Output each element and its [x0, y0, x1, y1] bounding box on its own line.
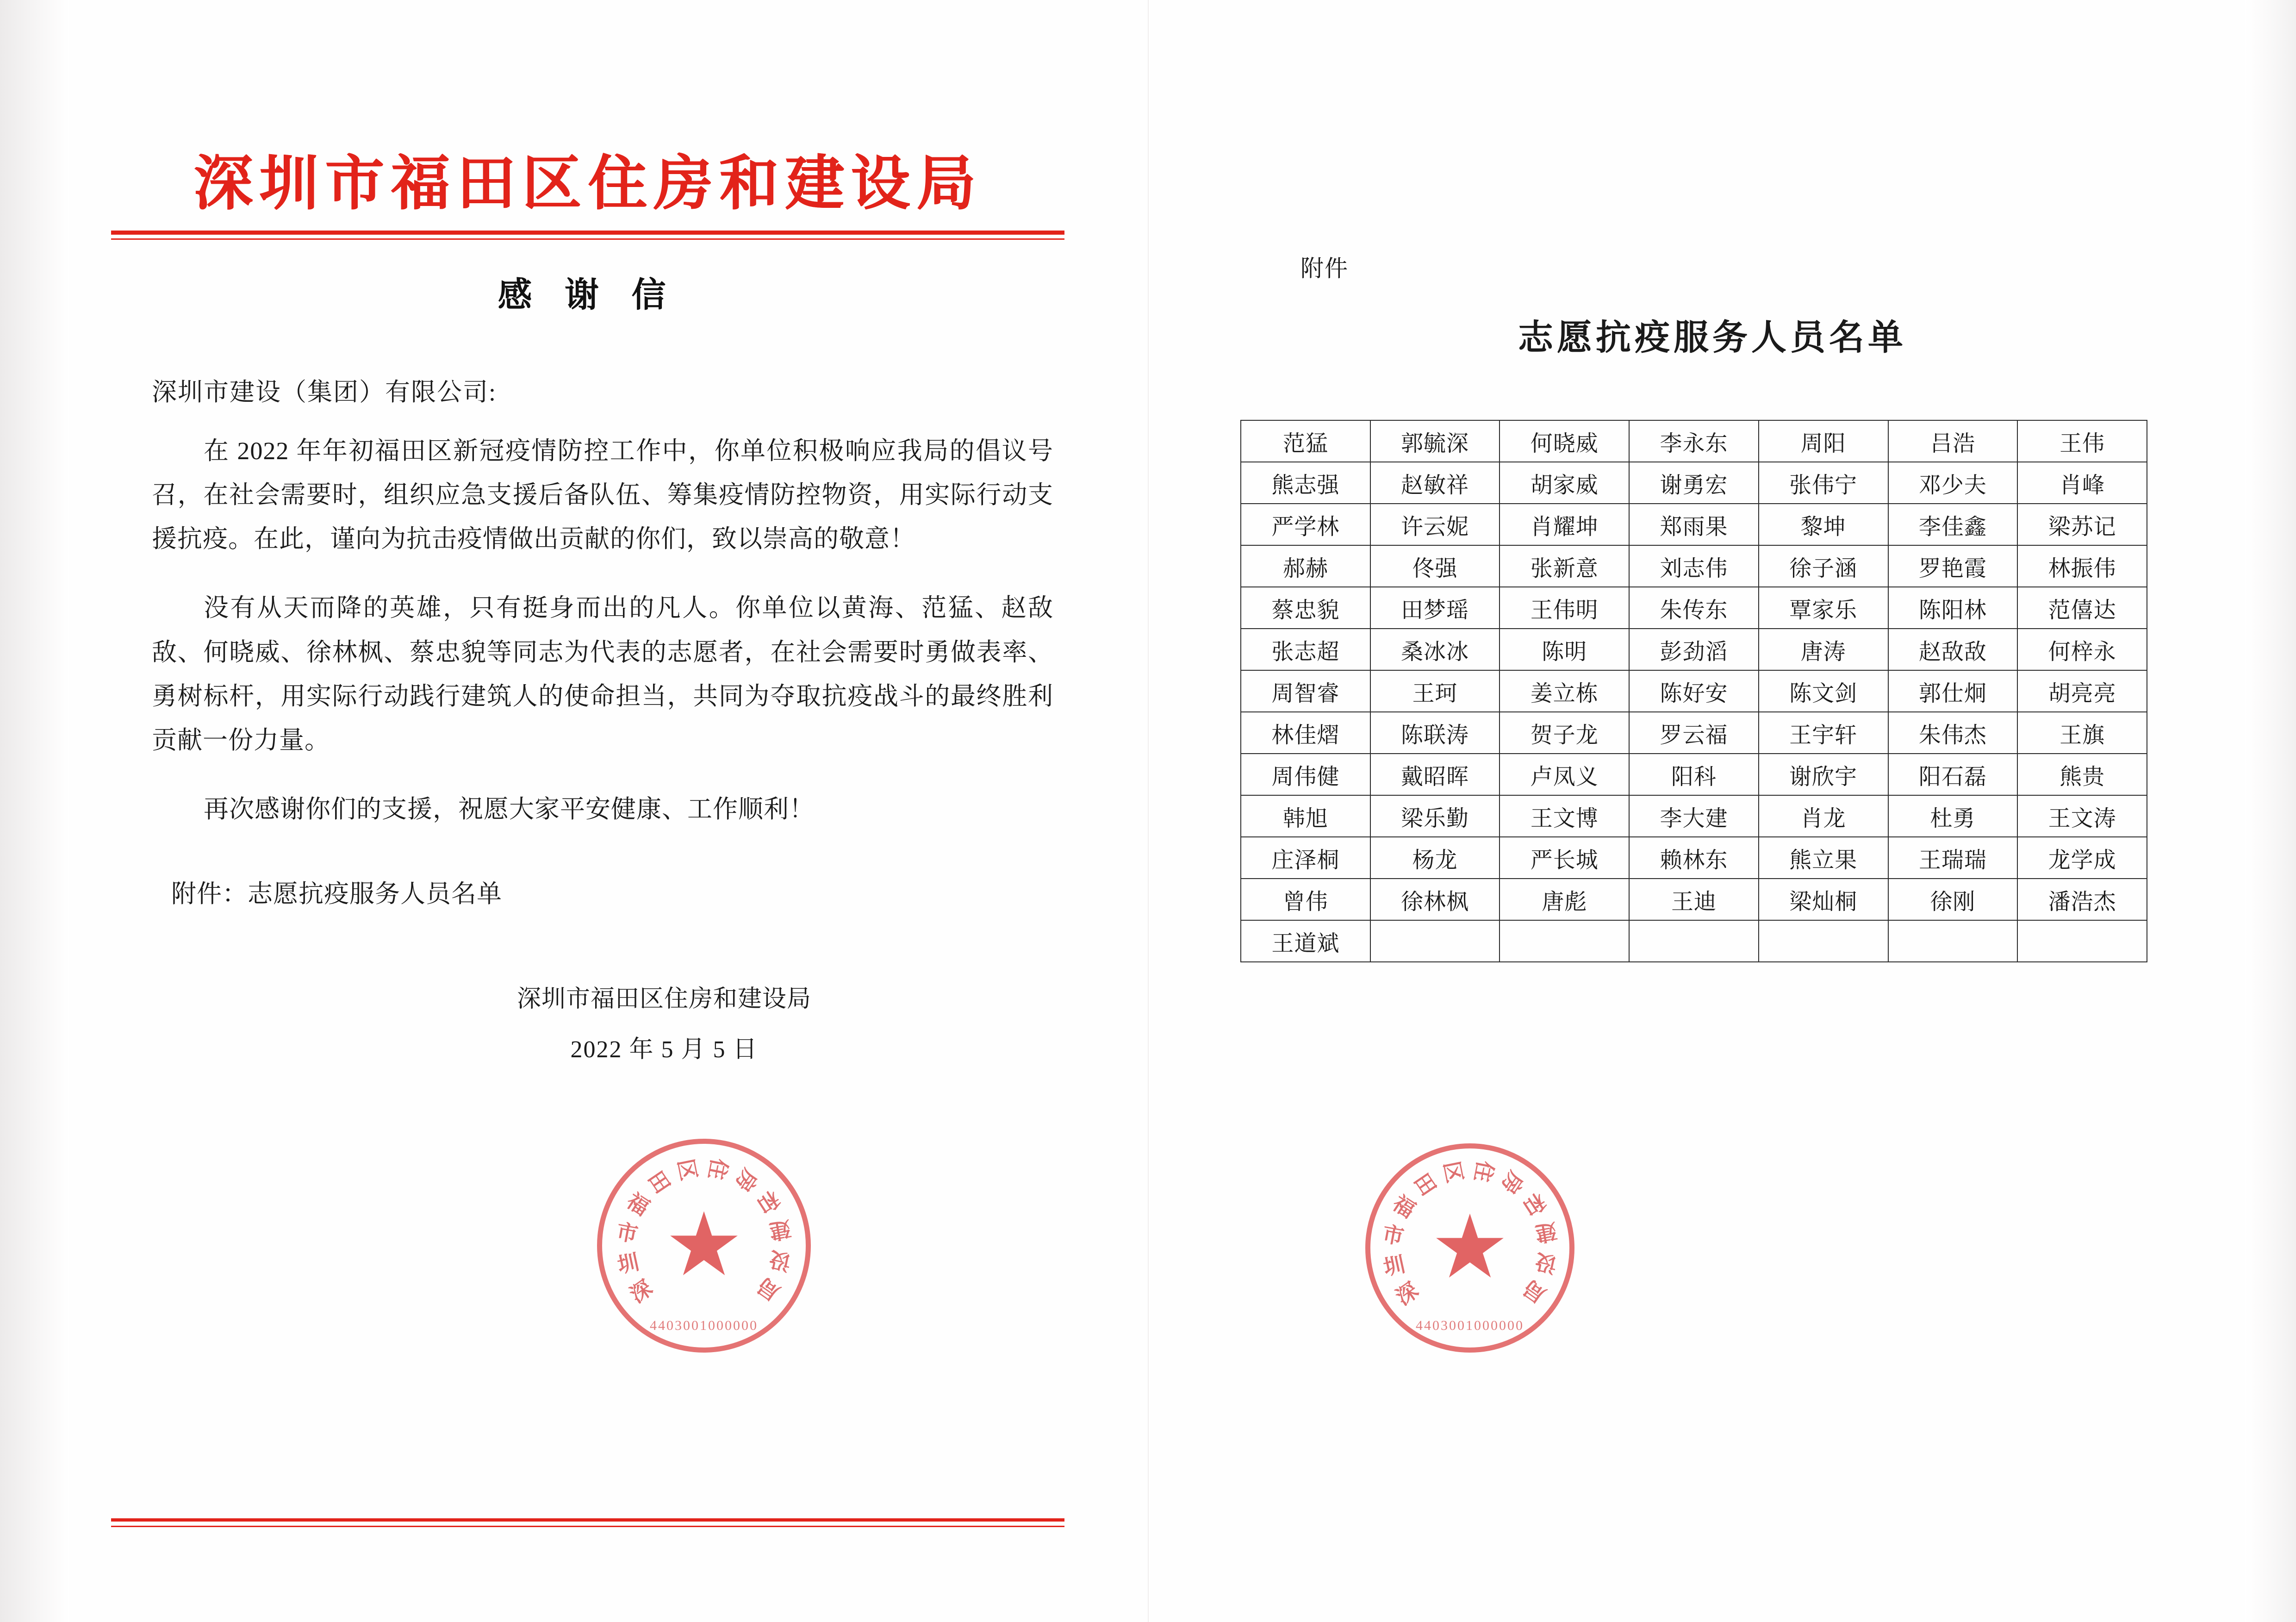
- annex-title: 志愿抗疫服务人员名单: [1518, 318, 1907, 357]
- volunteer-name-cell: 吕浩: [1888, 420, 2018, 462]
- volunteer-name-cell: 赵敌敌: [1888, 629, 2018, 670]
- volunteer-name-cell: 赖林东: [1629, 837, 1759, 879]
- volunteer-name-cell: 范猛: [1241, 420, 1370, 462]
- seal-ring-char: 住: [704, 1156, 732, 1182]
- volunteer-name-cell: 曾伟: [1241, 879, 1370, 920]
- volunteer-name-cell: 肖龙: [1759, 795, 1888, 837]
- volunteer-name-cell: 王伟明: [1500, 587, 1629, 629]
- volunteer-name-cell: 谢欣宇: [1759, 754, 1888, 795]
- seal-ring-char: 田: [1409, 1169, 1441, 1200]
- table-row: [1241, 504, 2147, 545]
- volunteer-name-cell: 谢勇宏: [1629, 462, 1759, 504]
- volunteer-name-cell: 林佳熠: [1241, 712, 1370, 754]
- letter-salutation: 深圳市建设（集团）有限公司:: [152, 378, 497, 406]
- volunteer-name-cell: 阳科: [1629, 754, 1759, 795]
- volunteer-name-table: [1240, 420, 2147, 962]
- volunteer-name-cell: 范僖达: [2017, 587, 2147, 629]
- footer-rule-thick: [111, 1518, 1064, 1522]
- volunteer-name-cell: 桑冰冰: [1370, 629, 1500, 670]
- volunteer-name-cell: 郭仕炯: [1888, 670, 2018, 712]
- volunteer-name-cell: 陈好安: [1629, 670, 1759, 712]
- volunteer-name-cell: 王道斌: [1241, 920, 1370, 962]
- volunteer-name-cell: 林振伟: [2017, 545, 2147, 587]
- volunteer-name-cell: 周智睿: [1241, 670, 1370, 712]
- seal-ring-char: 建: [767, 1216, 793, 1244]
- seal-ring-char: 圳: [1381, 1252, 1407, 1280]
- letter-paragraph-3: 再次感谢你们的支援，祝愿大家平安健康、工作顺利！: [204, 795, 815, 823]
- volunteer-name-cell: 郑雨果: [1629, 504, 1759, 545]
- volunteer-name-cell: 赵敏祥: [1370, 462, 1500, 504]
- empty-cell: [2017, 920, 2147, 962]
- volunteer-name-cell: 周阳: [1759, 420, 1888, 462]
- table-row: [1241, 545, 2147, 587]
- volunteer-name-cell: 唐涛: [1759, 629, 1888, 670]
- table-row: [1241, 920, 2147, 962]
- volunteer-name-cell: 刘志伟: [1629, 545, 1759, 587]
- official-red-seal-letter: [597, 1139, 811, 1353]
- volunteer-name-cell: 贺子龙: [1500, 712, 1629, 754]
- seal-ring-char: 和: [753, 1186, 784, 1218]
- volunteer-name-cell: 王文涛: [2017, 795, 2147, 837]
- volunteer-name-cell: 王文博: [1500, 795, 1629, 837]
- volunteer-name-cell: 熊贵: [2017, 754, 2147, 795]
- letterhead-rule-thin: [111, 238, 1064, 240]
- official-red-seal-annex: [1365, 1143, 1574, 1353]
- seal-ring-char: 和: [1518, 1188, 1549, 1220]
- volunteer-name-cell: 张伟宁: [1759, 462, 1888, 504]
- volunteer-name-cell: 张志超: [1241, 629, 1370, 670]
- volunteer-name-cell: 王宇轩: [1759, 712, 1888, 754]
- volunteer-name-cell: 龙学成: [2017, 837, 2147, 879]
- table-row: [1241, 420, 2147, 462]
- volunteer-name-cell: 郝赫: [1241, 545, 1370, 587]
- seal-ring-char: 福: [622, 1189, 653, 1220]
- seal-ring-char: 设: [1533, 1249, 1559, 1277]
- seal-ring-char: 区: [673, 1157, 701, 1183]
- volunteer-name-cell: 李大建: [1629, 795, 1759, 837]
- empty-cell: [1370, 920, 1500, 962]
- letter-paragraph-1: 在 2022 年年初福田区新冠疫情防控工作中，你单位积极响应我局的倡议号召，在社会需要时，组织应急支援后备队伍、筹集疫情防控物资，用实际行动支援抗疫。在此，谨向为抗击疫情做出贡献的你们，致以崇高的敬意！: [152, 437, 1053, 553]
- seal-ring-char: 深: [625, 1276, 657, 1308]
- thank-you-letter: [111, 153, 1064, 1064]
- volunteer-name-cell: 卢凤义: [1500, 754, 1629, 795]
- volunteer-name-cell: 邓少夫: [1888, 462, 2018, 504]
- volunteer-name-cell: 朱伟杰: [1888, 712, 2018, 754]
- volunteer-name-cell: 陈联涛: [1370, 712, 1500, 754]
- seal-ring-char: 住: [1470, 1159, 1498, 1185]
- signature-date: 2022 年 5 月 5 日: [570, 1036, 758, 1063]
- volunteer-name-cell: 田梦瑶: [1370, 587, 1500, 629]
- volunteer-name-cell: 李永东: [1629, 420, 1759, 462]
- seal-ring-char: 局: [1519, 1275, 1550, 1307]
- empty-cell: [1888, 920, 2018, 962]
- volunteer-name-cell: 肖峰: [2017, 462, 2147, 504]
- seal-ring-char: 区: [1439, 1159, 1467, 1185]
- seal-ring-char: 福: [1388, 1191, 1419, 1223]
- table-row: [1241, 629, 2147, 670]
- table-row: [1241, 670, 2147, 712]
- seal-star-icon: ★: [664, 1197, 744, 1294]
- volunteer-name-cell: 徐子涵: [1759, 545, 1888, 587]
- volunteer-name-cell: 何晓威: [1500, 420, 1629, 462]
- letter-signature-block: [111, 979, 1064, 1064]
- letterhead-rule-thick: [111, 231, 1064, 235]
- annex-label: 附件: [1300, 256, 1349, 281]
- volunteer-name-cell: 许云妮: [1370, 504, 1500, 545]
- volunteer-name-cell: 王迪: [1629, 879, 1759, 920]
- table-row: [1241, 712, 2147, 754]
- volunteer-name-cell: 严长城: [1500, 837, 1629, 879]
- volunteer-name-cell: 王瑞瑞: [1888, 837, 2018, 879]
- seal-ring-char: 房: [730, 1165, 762, 1196]
- signature-organization: 深圳市福田区住房和建设局: [516, 986, 811, 1012]
- volunteer-name-cell: 黎坤: [1759, 504, 1888, 545]
- table-row: [1241, 837, 2147, 879]
- volunteer-name-cell: 王伟: [2017, 420, 2147, 462]
- volunteer-name-cell: 胡亮亮: [2017, 670, 2147, 712]
- volunteer-name-cell: 张新意: [1500, 545, 1629, 587]
- annex-name-list: [1240, 250, 2184, 962]
- seal-ring-char: 市: [1380, 1222, 1406, 1249]
- volunteer-name-cell: 罗艳霞: [1888, 545, 2018, 587]
- seal-ring-char: 局: [753, 1273, 784, 1305]
- volunteer-name-cell: 杨龙: [1370, 837, 1500, 879]
- volunteer-name-cell: 陈文剑: [1759, 670, 1888, 712]
- volunteer-name-cell: 姜立栋: [1500, 670, 1629, 712]
- letterhead-org-name: 深圳市福田区住房和建设局: [193, 151, 982, 217]
- empty-cell: [1629, 920, 1759, 962]
- seal-star-icon-annex: ★: [1430, 1199, 1510, 1297]
- empty-cell: [1759, 920, 1888, 962]
- volunteer-name-cell: 周伟健: [1241, 754, 1370, 795]
- volunteer-name-cell: 潘浩杰: [2017, 879, 2147, 920]
- seal-ring-char: 设: [767, 1247, 793, 1275]
- volunteer-name-cell: 戴昭晖: [1370, 754, 1500, 795]
- volunteer-name-cell: 徐刚: [1888, 879, 2018, 920]
- volunteer-name-cell: 唐彪: [1500, 879, 1629, 920]
- letter-footer-rules: [111, 1518, 1064, 1527]
- seal-ring-char: 建: [1533, 1218, 1559, 1246]
- volunteer-name-cell: 陈明: [1500, 629, 1629, 670]
- volunteer-name-cell: 罗云福: [1629, 712, 1759, 754]
- volunteer-name-cell: 何梓永: [2017, 629, 2147, 670]
- volunteer-name-cell: 梁苏记: [2017, 504, 2147, 545]
- seal-bottom-code: 4403001000000: [650, 1318, 758, 1333]
- volunteer-name-cell: 蔡忠貌: [1241, 587, 1370, 629]
- table-row: [1241, 795, 2147, 837]
- volunteer-name-cell: 陈阳林: [1888, 587, 2018, 629]
- volunteer-name-cell: 覃家乐: [1759, 587, 1888, 629]
- volunteer-name-cell: 韩旭: [1241, 795, 1370, 837]
- volunteer-name-cell: 肖耀坤: [1500, 504, 1629, 545]
- seal-ring-char: 深: [1391, 1278, 1423, 1310]
- seal-ring-char: 圳: [615, 1250, 641, 1278]
- volunteer-name-cell: 李佳鑫: [1888, 504, 2018, 545]
- table-row: [1241, 462, 2147, 504]
- page-fold-line: [1148, 0, 1149, 1622]
- table-row: [1241, 754, 2147, 795]
- volunteer-name-cell: 郭毓深: [1370, 420, 1500, 462]
- table-row: [1241, 587, 2147, 629]
- volunteer-name-cell: 阳石磊: [1888, 754, 2018, 795]
- scan-shadow-right: [2245, 0, 2296, 1622]
- scan-shadow-left: [0, 0, 69, 1622]
- volunteer-name-cell: 庄泽桐: [1241, 837, 1370, 879]
- volunteer-name-cell: 梁灿桐: [1759, 879, 1888, 920]
- volunteer-name-cell: 佟强: [1370, 545, 1500, 587]
- table-row: [1241, 879, 2147, 920]
- volunteer-name-cell: 梁乐勤: [1370, 795, 1500, 837]
- volunteer-name-cell: 杜勇: [1888, 795, 2018, 837]
- volunteer-name-cell: 王珂: [1370, 670, 1500, 712]
- seal-ring-char: 田: [643, 1167, 675, 1198]
- volunteer-name-cell: 熊志强: [1241, 462, 1370, 504]
- letter-attachment-note: 附件：志愿抗疫服务人员名单: [171, 880, 502, 908]
- volunteer-name-cell: 胡家威: [1500, 462, 1629, 504]
- volunteer-name-cell: 王旗: [2017, 712, 2147, 754]
- volunteer-name-cell: 彭劲滔: [1629, 629, 1759, 670]
- letter-title: 感 谢 信: [498, 276, 678, 315]
- seal-ring-char: 市: [614, 1219, 640, 1247]
- letter-paragraph-2: 没有从天而降的英雄，只有挺身而出的凡人。你单位以黄海、范猛、赵敌敌、何晓威、徐林枫、蔡忠貌等同志为代表的志愿者，在社会需要时勇做表率、勇树标杆，用实际行动践行建筑人的使命担当，共同为夺取抗疫战斗的最终胜利贡献一份力量。: [152, 594, 1053, 754]
- volunteer-name-cell: 徐林枫: [1370, 879, 1500, 920]
- footer-rule-thin: [111, 1526, 1064, 1527]
- seal-ring-char: 房: [1496, 1167, 1528, 1198]
- volunteer-name-cell: 朱传东: [1629, 587, 1759, 629]
- volunteer-name-cell: 熊立果: [1759, 837, 1888, 879]
- empty-cell: [1500, 920, 1629, 962]
- seal-bottom-code-annex: 4403001000000: [1416, 1318, 1524, 1333]
- volunteer-name-cell: 严学林: [1241, 504, 1370, 545]
